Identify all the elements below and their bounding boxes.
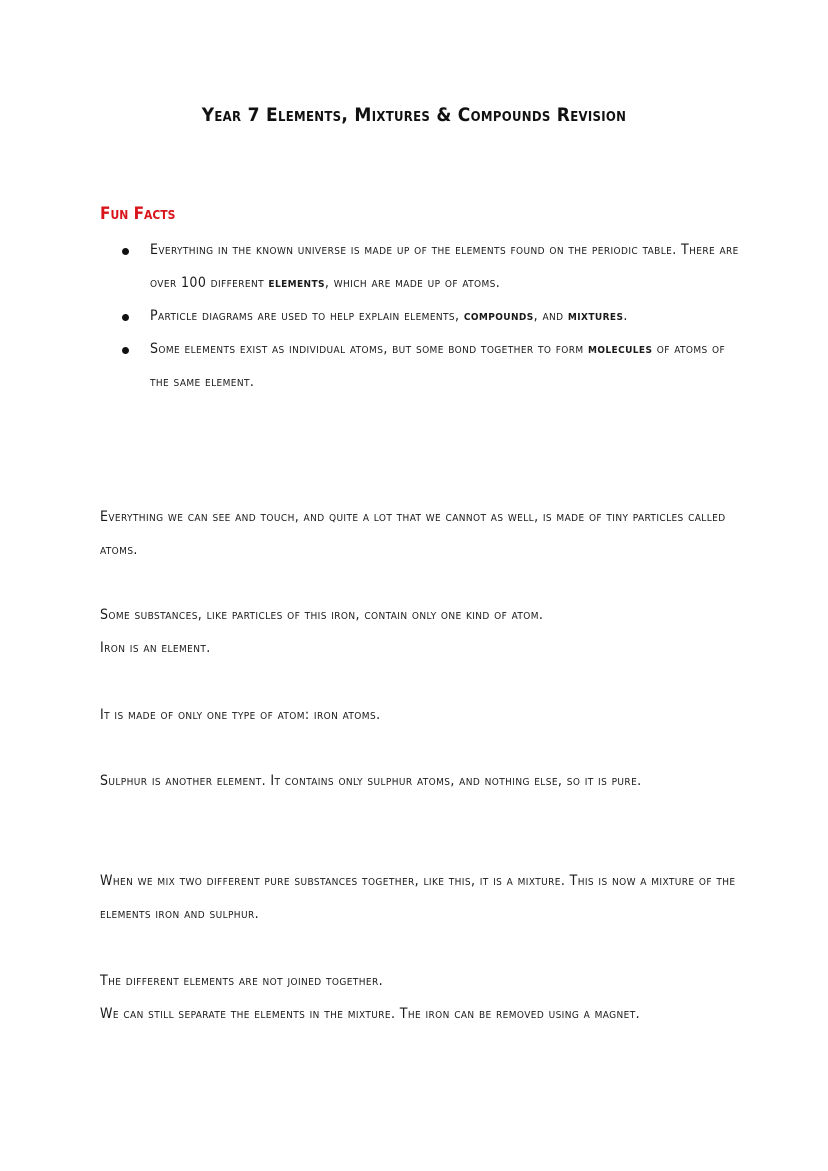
bullet-icon xyxy=(122,248,129,255)
paragraph-mixture xyxy=(100,865,740,931)
paragraph-line: When we mix two different pure substances together, like this, it is a mixture. This is now a mixture of the elements iron and sulphur. xyxy=(100,873,736,922)
page-title: Year 7 Elements, Mixtures & Compounds Revision xyxy=(201,104,627,126)
fun-fact-text: Particle diagrams are used to help explain elements, xyxy=(150,308,464,324)
paragraph-line: Some substances, like particles of this iron, contain only one kind of atom. xyxy=(100,607,544,623)
paragraph-iron xyxy=(100,599,740,665)
paragraph-atoms xyxy=(100,501,740,567)
fun-fact-text: , and xyxy=(533,308,568,324)
paragraph-line: We can still separate the elements in the mixture. The iron can be removed using a magnet. xyxy=(100,1006,640,1022)
fun-fact-text: Some elements exist as individual atoms, but some bond together to form xyxy=(150,341,588,357)
paragraph-iron-atoms xyxy=(100,699,740,732)
paragraph-line: Sulphur is another element. It contains only sulphur atoms, and nothing else, so it is pure. xyxy=(100,773,642,789)
fun-fact-item xyxy=(100,300,740,333)
paragraph-line: The different elements are not joined together. xyxy=(100,973,383,989)
fun-fact-text: , which are made up of atoms. xyxy=(324,275,501,291)
fun-fact-keyword: molecules xyxy=(588,341,653,357)
bullet-icon xyxy=(122,347,129,354)
paragraph-separate xyxy=(100,965,740,1031)
fun-facts-list xyxy=(100,234,740,399)
fun-facts-heading: Fun Facts xyxy=(100,204,176,224)
fun-fact-item xyxy=(100,234,740,300)
fun-fact-keyword: compounds xyxy=(463,308,534,324)
fun-fact-keyword: elements xyxy=(268,275,325,291)
bullet-icon xyxy=(122,314,129,321)
fun-fact-text: of atoms of the same element. xyxy=(150,341,726,390)
paragraph-sulphur xyxy=(100,765,740,798)
paragraph-line: It is made of only one type of atom: iron atoms. xyxy=(100,707,381,723)
fun-fact-text: . xyxy=(623,308,628,324)
fun-fact-text: Everything in the known universe is made up of the elements found on the periodic table. There are over 100 different xyxy=(150,242,739,291)
paragraph-line: Iron is an element. xyxy=(100,640,211,656)
fun-fact-item xyxy=(100,333,740,399)
paragraph-line: Everything we can see and touch, and quite a lot that we cannot as well, is made of tiny particles called atoms. xyxy=(100,509,726,558)
fun-fact-keyword: mixtures xyxy=(567,308,624,324)
